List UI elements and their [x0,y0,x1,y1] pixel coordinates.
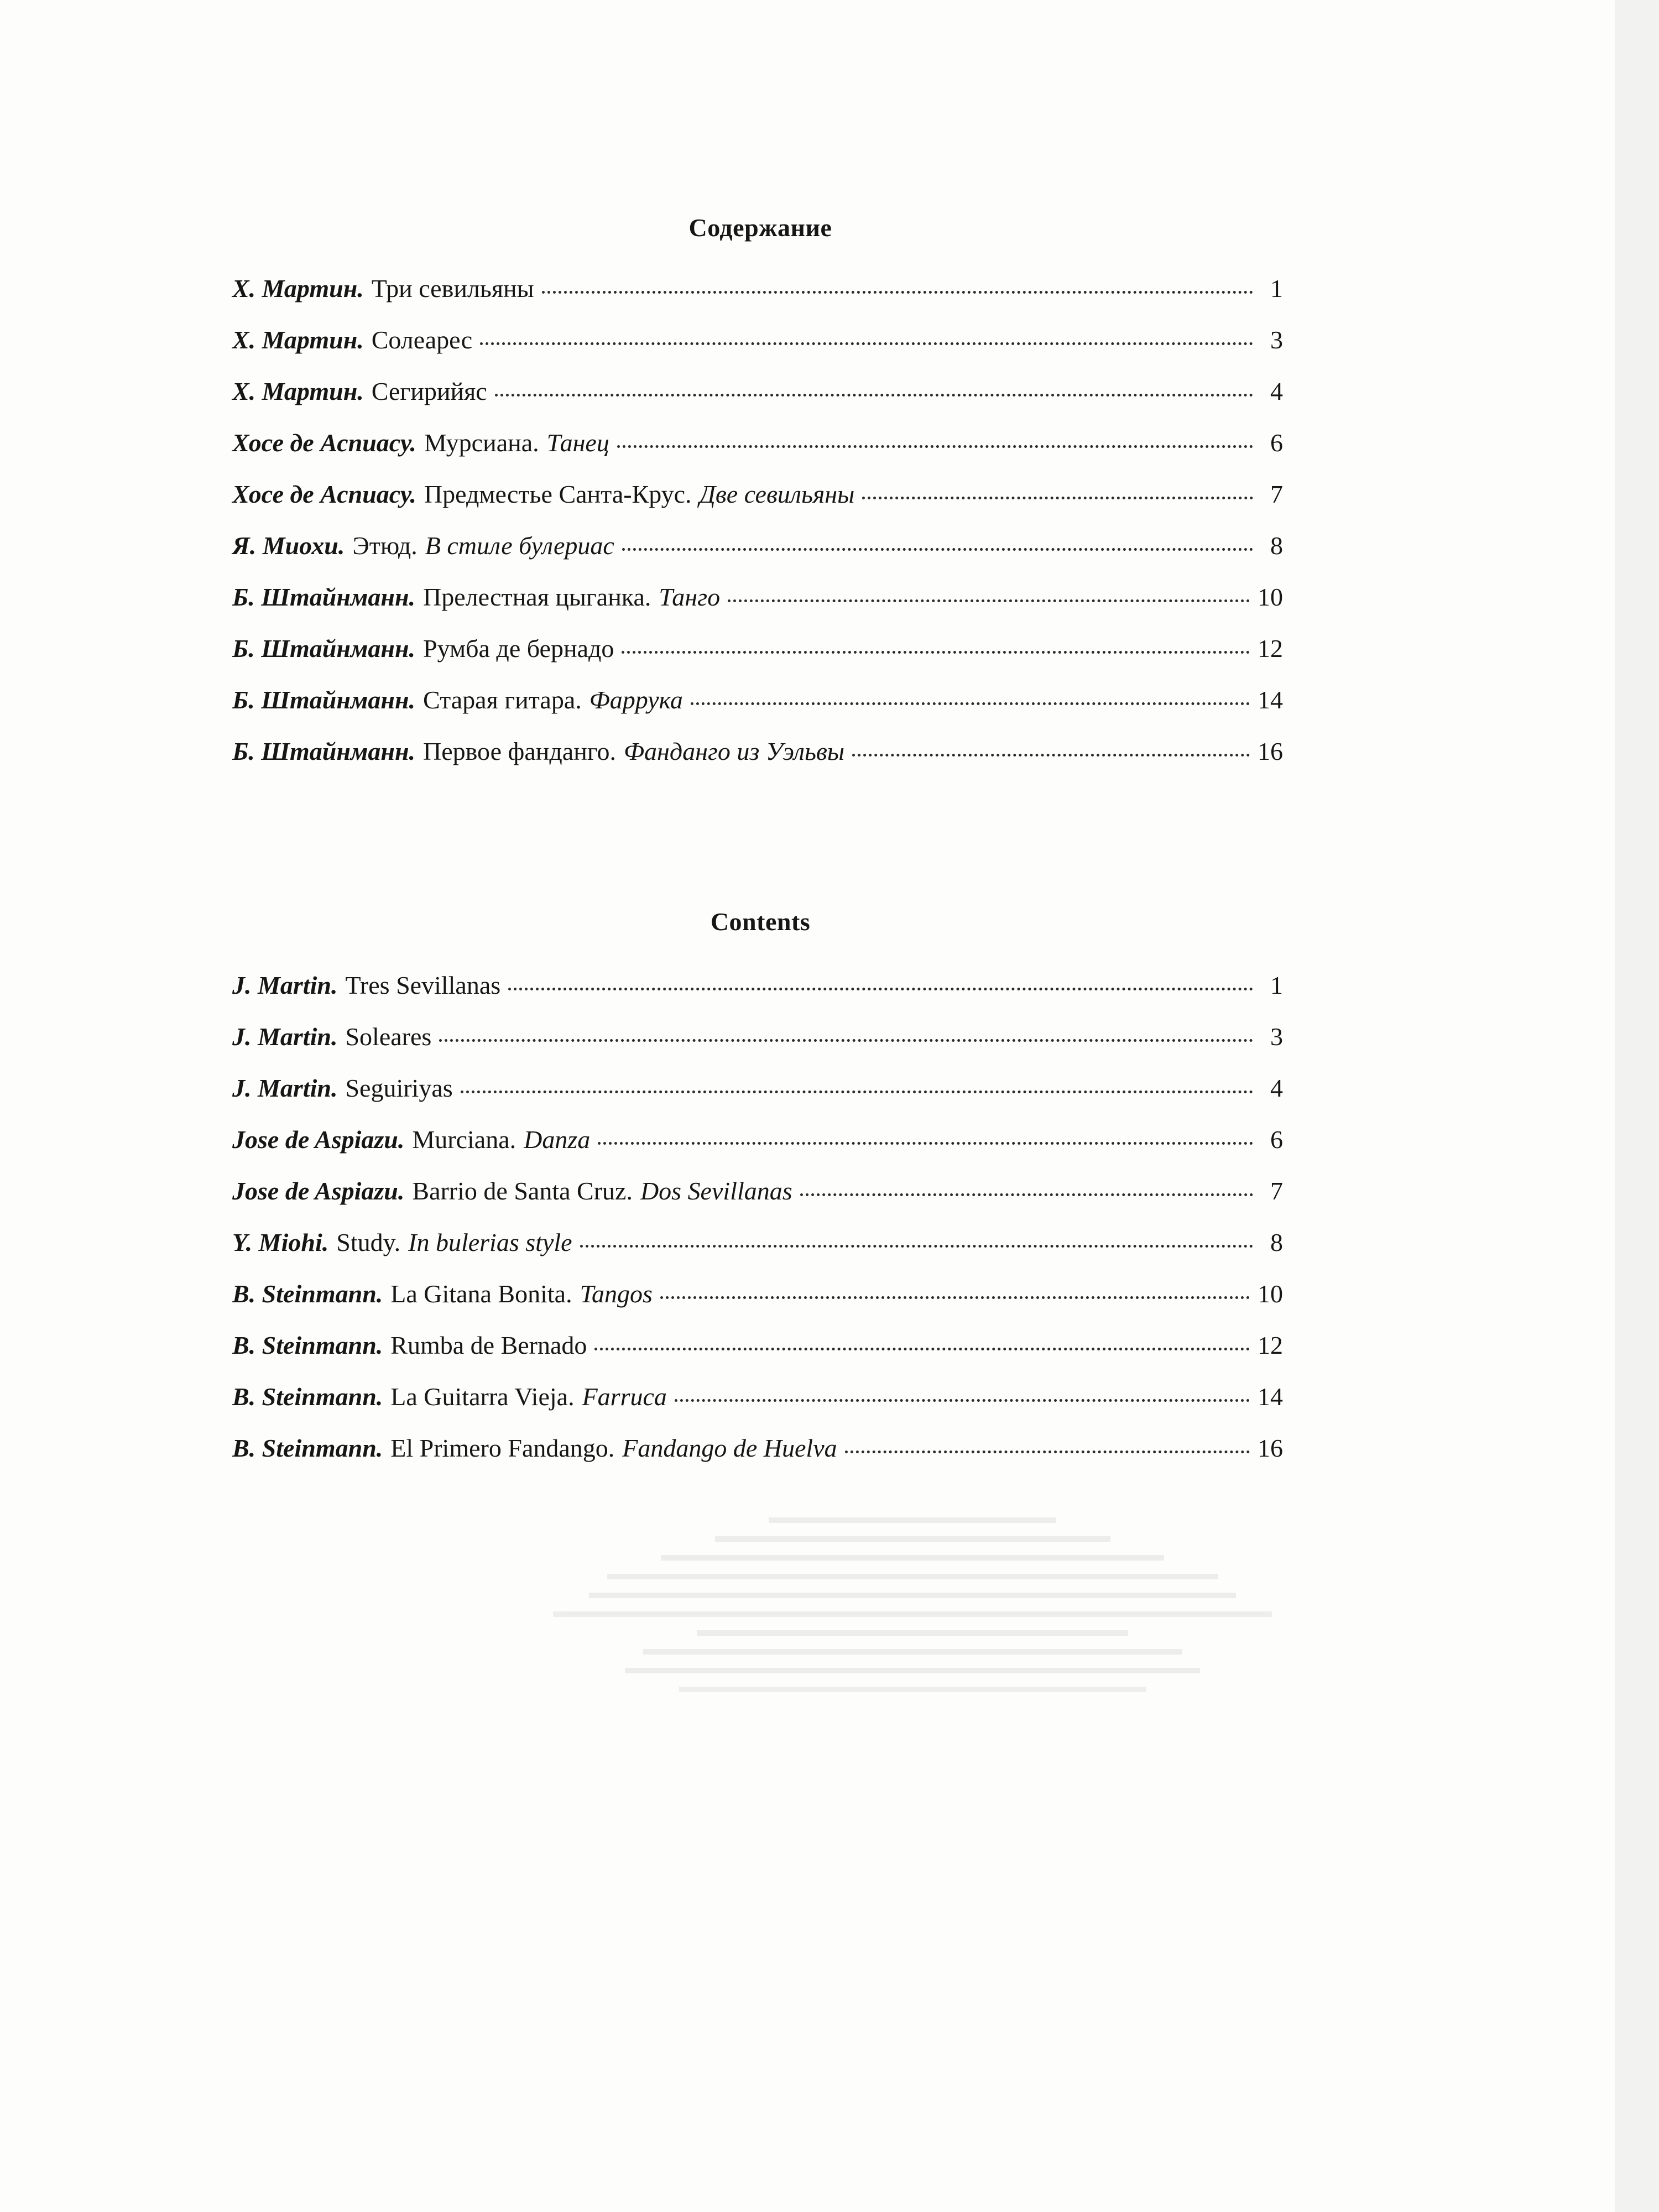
toc-entry [232,1433,1283,1485]
toc-entry-page-number: 10 [1258,1280,1283,1308]
russian-toc-heading: Содержание [688,213,832,242]
toc-entry-page-number: 7 [1270,480,1283,508]
toc-entry-subtitle: Fandango de Huelva [622,1434,837,1462]
dot-leader [852,754,1250,757]
toc-entry-author: Y. Miohi. [232,1228,329,1256]
dot-leader [691,702,1250,705]
toc-entry-author: Jose de Aspiazu. [232,1177,405,1205]
dot-leader [800,1193,1253,1196]
toc-entry-title: Tres Sevillanas [345,971,501,999]
dot-leader [598,1142,1253,1145]
dot-leader [508,988,1253,990]
toc-entry [232,971,1283,1022]
toc-entry-page-number: 3 [1270,326,1283,354]
toc-entry-title: Murciana. [412,1125,517,1154]
toc-entry [232,1382,1283,1433]
toc-entry [232,1022,1283,1073]
dot-leader [675,1399,1250,1402]
toc-entry-subtitle: In bulerias style [408,1228,572,1256]
toc-entry [232,737,1283,788]
toc-entry-page-number: 10 [1258,583,1283,611]
toc-entry-title: Старая гитара. [423,686,582,714]
toc-entry-author: Хосе де Аспиасу. [232,480,416,508]
toc-entry-subtitle: Танго [659,583,721,611]
toc-entry-page-number: 7 [1270,1177,1283,1205]
toc-entry-author: J. Martin. [232,971,338,999]
toc-entry-subtitle: В стиле булериас [425,531,614,560]
toc-entry-author: B. Steinmann. [232,1383,383,1411]
toc-entry [232,531,1283,582]
toc-entry-subtitle: Танец [546,429,609,457]
toc-entry-author: Хосе де Аспиасу. [232,429,416,457]
toc-entry-title: Солеарес [371,326,473,354]
toc-entry-title: Seguiriyas [345,1074,453,1102]
toc-entry-author: B. Steinmann. [232,1434,383,1462]
english-toc-heading: Contents [710,907,811,936]
toc-entry-page-number: 1 [1270,971,1283,999]
toc-entry-title: Study. [336,1228,401,1256]
toc-entry-title: Первое фанданго. [423,737,617,765]
toc-entry-subtitle: Tangos [580,1280,653,1308]
dot-leader [495,394,1253,397]
toc-entry-subtitle: Фанданго из Уэльвы [624,737,845,765]
toc-entry [232,1331,1283,1382]
toc-entry-title: Три севильяны [371,274,534,302]
toc-entry-author: Х. Мартин. [232,377,364,405]
dot-leader [480,342,1253,345]
toc-entry-author: J. Martin. [232,1022,338,1051]
toc-entry-author: Б. Штайнманн. [232,634,416,662]
dot-leader [617,445,1253,448]
toc-entry [232,1073,1283,1125]
toc-entry-author: Б. Штайнманн. [232,737,416,765]
toc-entry-subtitle: Фаррука [589,686,683,714]
toc-entry-title: El Primero Fandango. [390,1434,615,1462]
show-through-text [553,1504,1272,1891]
toc-entry-page-number: 1 [1270,274,1283,302]
toc-entry [232,634,1283,685]
toc-entry-page-number: 8 [1270,531,1283,560]
toc-entry-title: Румба де бернадо [423,634,614,662]
toc-entry-title: Мурсиана. [424,429,539,457]
english-toc-list [232,971,1283,1485]
toc-entry [232,479,1283,531]
toc-entry-author: Я. Миохи. [232,531,345,560]
toc-entry-page-number: 16 [1258,737,1283,765]
toc-entry-title: La Gitana Bonita. [390,1280,572,1308]
toc-entry-author: Б. Штайнманн. [232,583,416,611]
toc-entry-page-number: 16 [1258,1434,1283,1462]
toc-entry [232,1176,1283,1228]
toc-entry [232,1228,1283,1279]
toc-entry-author: J. Martin. [232,1074,338,1102]
toc-entry-subtitle: Danza [524,1125,591,1154]
dot-leader [622,548,1253,551]
toc-entry-title: Сегирийяс [371,377,487,405]
dot-leader [461,1091,1253,1093]
toc-entry-page-number: 6 [1270,429,1283,457]
toc-entry-page-number: 8 [1270,1228,1283,1256]
toc-entry-author: B. Steinmann. [232,1331,383,1359]
toc-entry-title: Barrio de Santa Cruz. [412,1177,633,1205]
toc-entry-title: Предместье Санта-Крус. [424,480,692,508]
toc-entry-page-number: 4 [1270,1074,1283,1102]
toc-entry-page-number: 3 [1270,1022,1283,1051]
russian-toc-list [232,274,1283,788]
toc-entry-page-number: 14 [1258,686,1283,714]
toc-entry-subtitle: Dos Sevillanas [640,1177,792,1205]
dot-leader [622,651,1250,654]
toc-entry-title: Rumba de Bernado [390,1331,587,1359]
toc-entry-page-number: 14 [1258,1383,1283,1411]
toc-entry-author: Jose de Aspiazu. [232,1125,405,1154]
toc-entry-page-number: 12 [1258,634,1283,662]
toc-entry-subtitle: Две севильяны [699,480,855,508]
toc-entry-title: Этюд. [352,531,418,560]
dot-leader [862,497,1253,499]
toc-entry-title: Прелестная цыганка. [423,583,651,611]
toc-entry-page-number: 4 [1270,377,1283,405]
toc-entry-author: Х. Мартин. [232,326,364,354]
toc-entry-page-number: 12 [1258,1331,1283,1359]
toc-entry [232,377,1283,428]
dot-leader [542,291,1253,294]
toc-entry-author: Б. Штайнманн. [232,686,416,714]
dot-leader [594,1348,1250,1350]
toc-entry [232,325,1283,377]
toc-entry [232,685,1283,737]
dot-leader [439,1039,1253,1042]
toc-entry [232,1125,1283,1176]
toc-entry-author: Х. Мартин. [232,274,364,302]
toc-entry [232,1279,1283,1331]
toc-entry-subtitle: Farruca [582,1383,667,1411]
toc-entry [232,274,1283,325]
dot-leader [660,1296,1250,1299]
toc-entry-page-number: 6 [1270,1125,1283,1154]
dot-leader [845,1451,1250,1453]
toc-entry-title: La Guitarra Vieja. [390,1383,575,1411]
toc-entry [232,428,1283,479]
dot-leader [580,1245,1253,1248]
dot-leader [728,599,1250,602]
toc-entry-author: B. Steinmann. [232,1280,383,1308]
toc-entry [232,582,1283,634]
toc-entry-title: Soleares [345,1022,432,1051]
